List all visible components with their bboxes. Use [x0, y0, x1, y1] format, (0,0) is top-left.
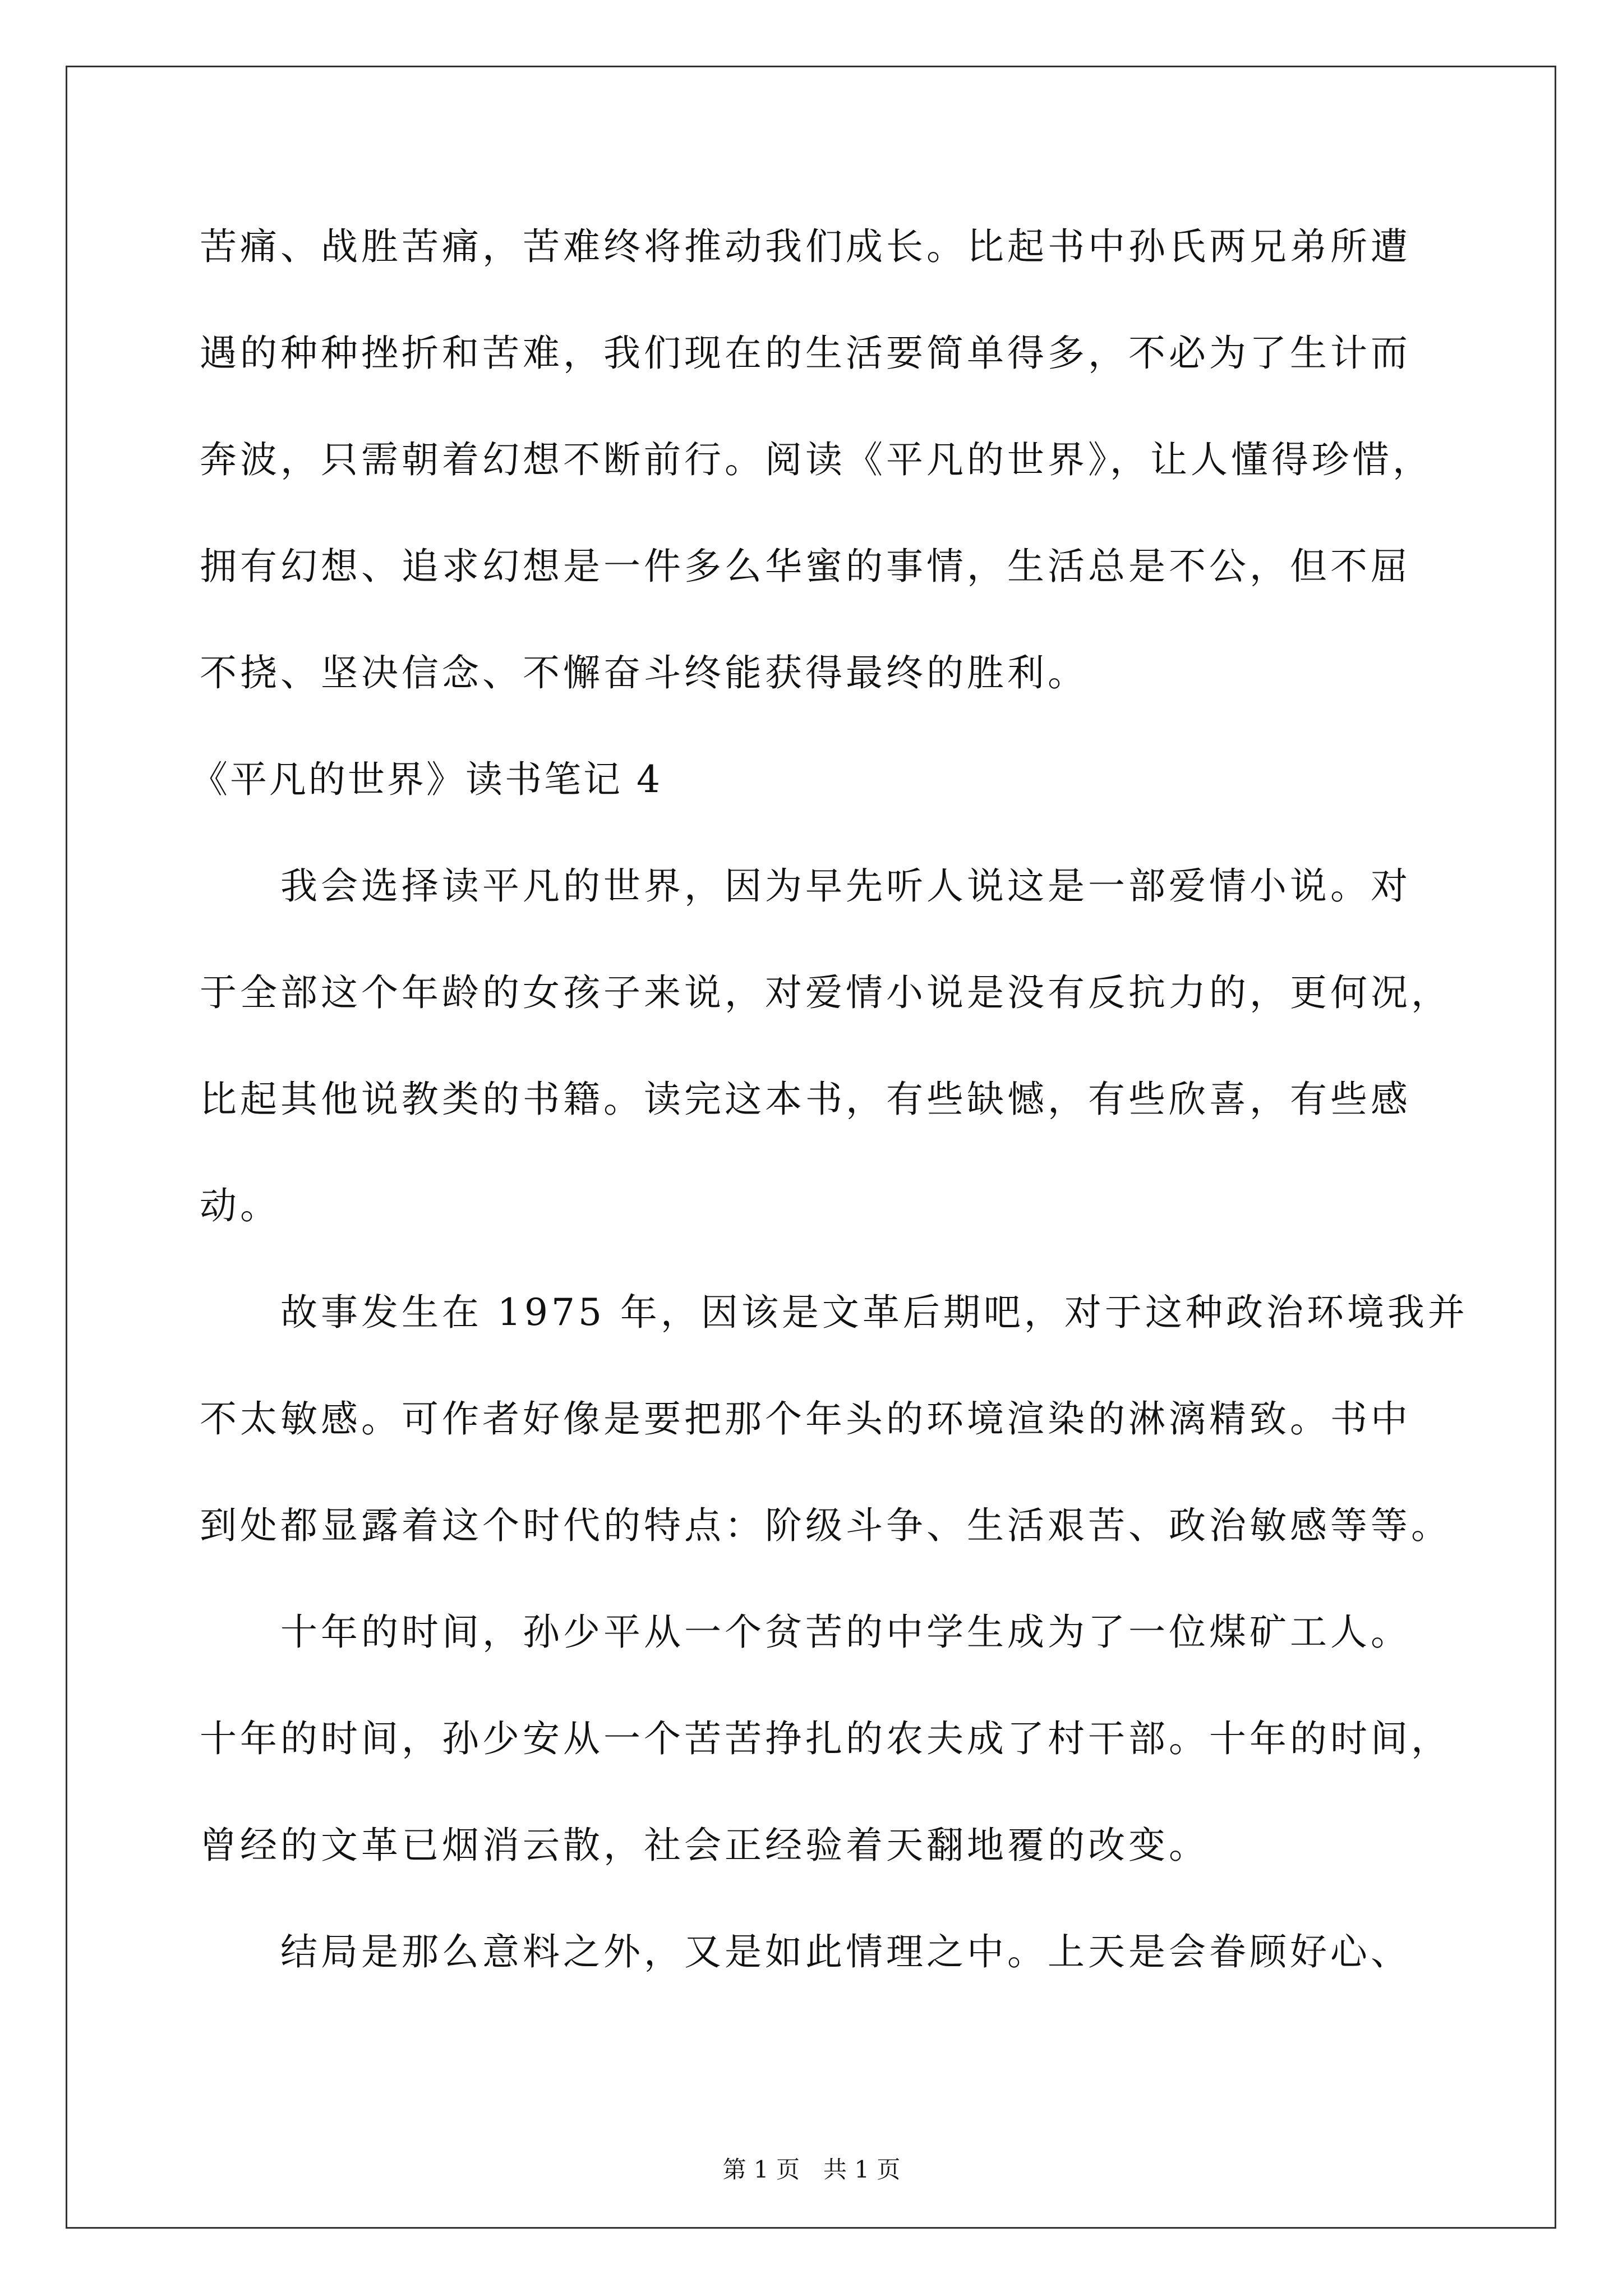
section-line-5: 故事发生在 1975 年，因该是文革后期吧，对于这种政治环境我并 [200, 1291, 1468, 1334]
body-line-2: 遇的种种挫折和苦难，我们现在的生活要简单得多，不必为了生计而 [200, 332, 1411, 375]
section-line-4: 动。 [200, 1184, 280, 1227]
section-line-8: 十年的时间，孙少平从一个贫苦的中学生成为了一位煤矿工人。 [200, 1611, 1411, 1654]
section-line-7: 到处都显露着这个时代的特点：阶级斗争、生活艰苦、政治敏感等等。 [200, 1504, 1451, 1547]
section-line-10: 曾经的文革已烟消云散，社会正经验着天翻地覆的改变。 [200, 1824, 1209, 1867]
section-line-9: 十年的时间，孙少安从一个苦苦挣扎的农夫成了村干部。十年的时间， [200, 1717, 1451, 1760]
section-line-3: 比起其他说教类的书籍。读完这本书，有些缺憾，有些欣喜，有些感 [200, 1078, 1411, 1121]
body-line-1: 苦痛、战胜苦痛，苦难终将推动我们成长。比起书中孙氏两兄弟所遭 [200, 225, 1411, 268]
body-line-4: 拥有幻想、追求幻想是一件多么华蜜的事情，生活总是不公，但不屈 [200, 545, 1411, 588]
section-line-6: 不太敏感。可作者好像是要把那个年头的环境渲染的淋漓精致。书中 [200, 1397, 1411, 1441]
section-line-1: 我会选择读平凡的世界，因为早先听人说这是一部爱情小说。对 [200, 864, 1411, 908]
section-heading: 《平凡的世界》读书笔记 4 [191, 758, 662, 801]
section-line-11: 结局是那么意料之外，又是如此情理之中。上天是会眷顾好心、 [200, 1930, 1411, 1973]
page-border [66, 66, 1556, 2229]
body-line-3: 奔波，只需朝着幻想不断前行。阅读《平凡的世界》，让人懂得珍惜， [200, 438, 1433, 481]
body-line-5: 不挠、坚决信念、不懈奋斗终能获得最终的胜利。 [200, 651, 1088, 694]
section-line-2: 于全部这个年龄的女孩子来说，对爱情小说是没有反抗力的，更何况， [200, 971, 1451, 1014]
page-footer: 第 1 页 共 1 页 [722, 2156, 901, 2183]
